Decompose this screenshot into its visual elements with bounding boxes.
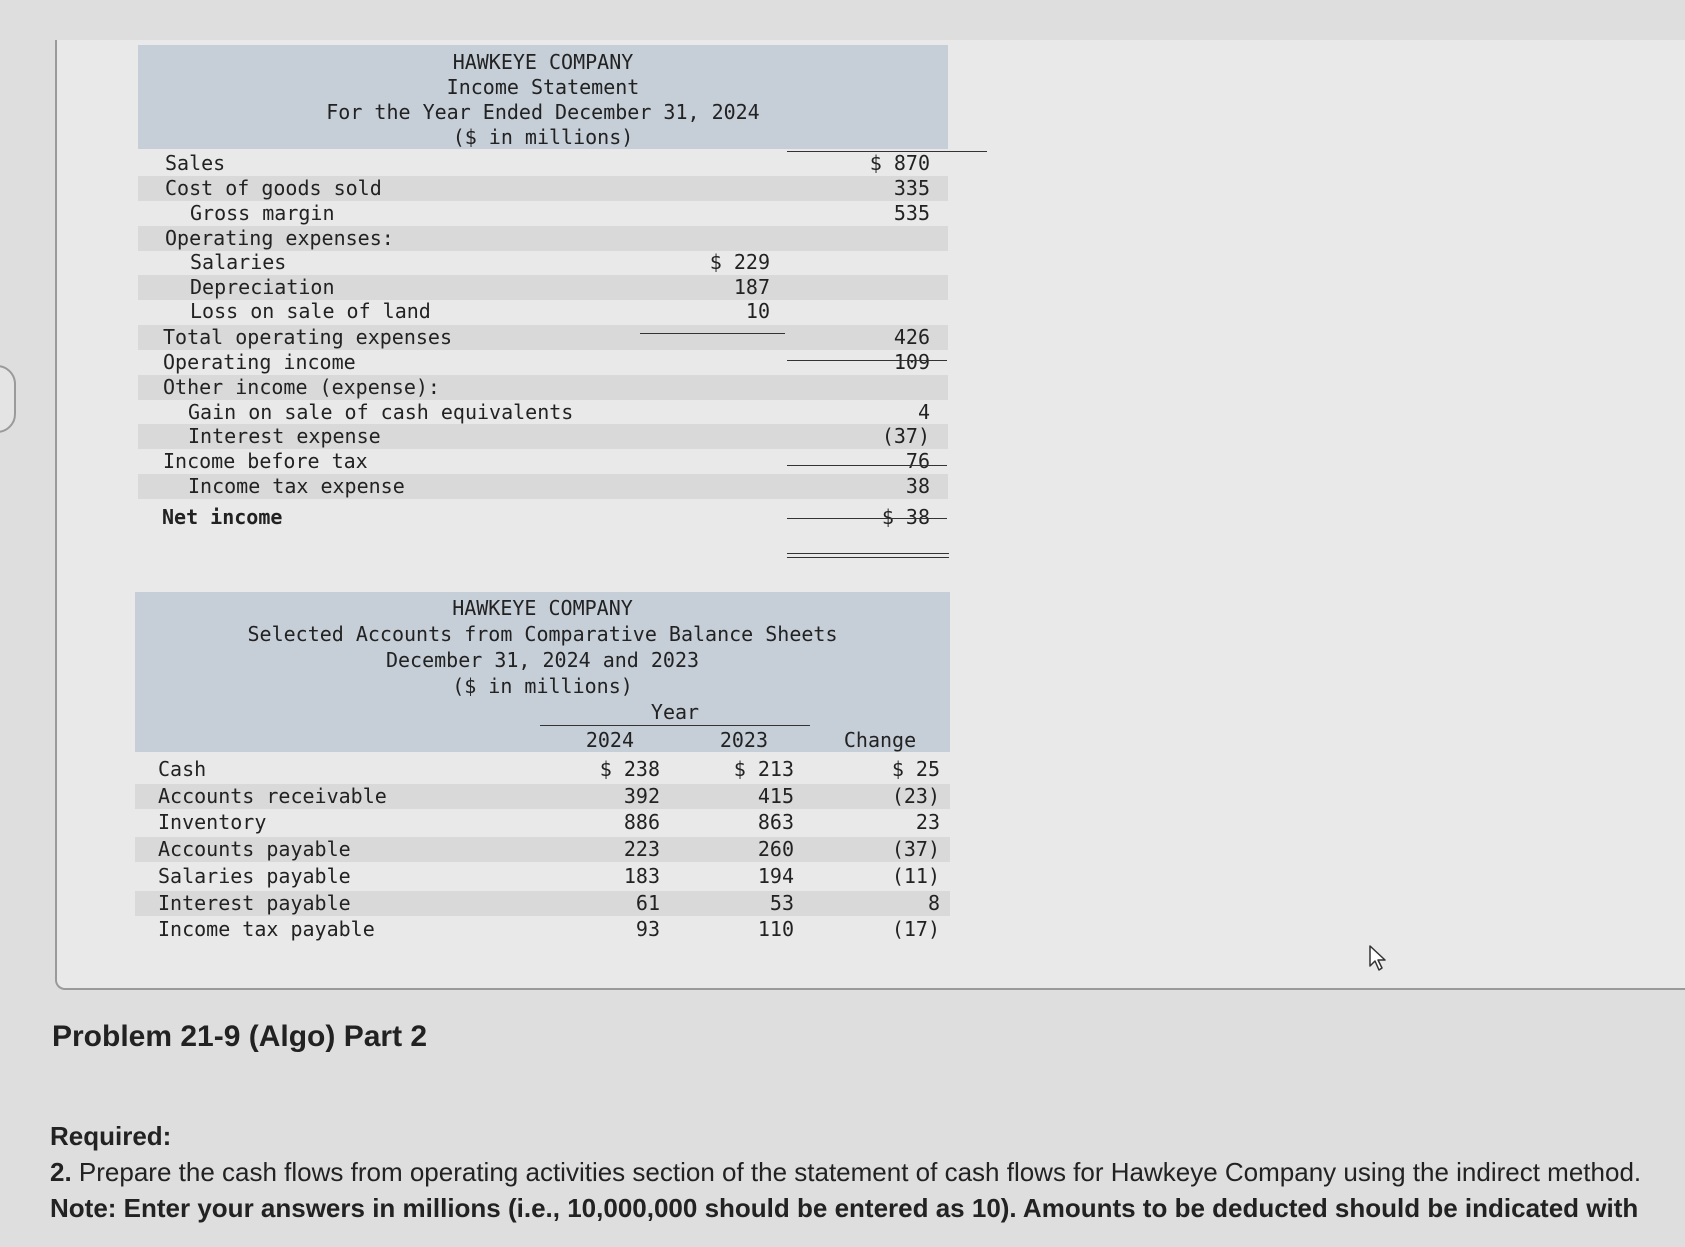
bs-row-2023: 110 xyxy=(757,917,794,942)
bs-row-2024: 392 xyxy=(623,783,660,808)
bs-row-label: Interest payable xyxy=(158,890,351,915)
is-line xyxy=(138,176,948,201)
bs-row-change: $ 25 xyxy=(891,757,940,781)
is-line-col2: 426 xyxy=(893,325,930,349)
is-line-label: Operating expenses: xyxy=(165,226,394,250)
is-line xyxy=(138,226,948,251)
is-underline xyxy=(787,518,947,519)
is-line-label: Net income xyxy=(162,505,283,529)
is-line-col1: 10 xyxy=(745,299,770,323)
is-line-label: Salaries xyxy=(190,250,287,274)
bs-row-2023: 53 xyxy=(769,890,794,915)
bs-row-change: (17) xyxy=(891,917,940,942)
table-row xyxy=(135,757,950,782)
is-line xyxy=(138,474,948,499)
bs-row-2023: 260 xyxy=(757,837,794,862)
bs-row-change: 23 xyxy=(915,810,940,835)
is-line-label: Gain on sale of cash equivalents xyxy=(188,400,574,424)
is-line-label: Total operating expenses xyxy=(163,325,452,349)
is-line-col2: 535 xyxy=(893,201,930,225)
bs-period: December 31, 2024 and 2023 xyxy=(385,648,700,672)
is-line-label: Loss on sale of land xyxy=(190,299,431,323)
required-label: Required: xyxy=(50,1121,172,1151)
bs-units: ($ in millions) xyxy=(452,674,633,698)
bs-row-label: Accounts payable xyxy=(158,837,351,862)
table-row xyxy=(135,810,950,835)
bs-row-2024: 93 xyxy=(635,917,660,942)
is-line xyxy=(138,424,948,449)
bs-title: Selected Accounts from Comparative Balance Sheets xyxy=(247,622,838,646)
bs-row-2024: 886 xyxy=(623,810,660,835)
mouse-cursor-icon xyxy=(1368,944,1390,972)
bs-row-change: (37) xyxy=(891,837,940,862)
bs-row-2024: 61 xyxy=(635,890,660,915)
is-underline xyxy=(787,151,987,152)
col-2023: 2023 xyxy=(719,728,768,752)
bs-row-2023: 863 xyxy=(757,810,794,835)
is-line xyxy=(138,400,948,425)
bs-row-2023: 194 xyxy=(757,863,794,888)
table-row xyxy=(135,784,950,809)
bs-year-header: Year xyxy=(650,700,700,724)
is-line-col1: 187 xyxy=(733,275,770,299)
bs-row-change: (11) xyxy=(891,863,940,888)
is-double-underline xyxy=(787,553,949,558)
is-line-label: Sales xyxy=(165,151,226,175)
is-line xyxy=(138,375,948,400)
is-units: ($ in millions) xyxy=(452,125,634,149)
is-line xyxy=(138,275,948,300)
note-text: Note: Enter your answers in millions (i.e., 10,000,000 should be entered as 10). Amounts to be deducted should be indicated with xyxy=(50,1193,1639,1223)
bs-row-2024: 183 xyxy=(623,863,660,888)
instruction-text: Prepare the cash flows from operating activities section of the statement of cash flows for Hawkeye Company using the indirect method. xyxy=(78,1157,1642,1187)
is-underline xyxy=(787,465,947,466)
requirement-block xyxy=(50,1118,1670,1226)
bs-row-label: Accounts receivable xyxy=(158,783,387,808)
is-line-col2: 38 xyxy=(905,474,930,498)
is-line xyxy=(138,250,948,275)
col-2024: 2024 xyxy=(585,728,634,752)
is-line xyxy=(138,325,948,350)
table-row xyxy=(135,917,950,942)
is-line xyxy=(138,299,948,324)
item-number: 2. xyxy=(50,1157,72,1187)
bs-row-2023: 415 xyxy=(757,783,794,808)
bs-row-change: (23) xyxy=(891,783,940,808)
year-underline xyxy=(540,725,810,726)
bs-row-change: 8 xyxy=(927,890,940,915)
is-line-label: Interest expense xyxy=(188,424,381,448)
is-line-col2: 335 xyxy=(893,176,930,200)
col-change: Change xyxy=(843,728,917,752)
bs-company: HAWKEYE COMPANY xyxy=(452,596,633,620)
bs-row-2024: $ 238 xyxy=(599,757,660,781)
is-underline xyxy=(787,360,947,361)
is-line-label: Income tax expense xyxy=(188,474,405,498)
is-line xyxy=(138,201,948,226)
is-company: HAWKEYE COMPANY xyxy=(452,50,634,74)
is-line-col2: $ 870 xyxy=(869,151,930,175)
table-row xyxy=(135,891,950,916)
is-line-col2: $ 38 xyxy=(881,505,930,529)
is-line-label: Cost of goods sold xyxy=(165,176,382,200)
is-line xyxy=(138,151,948,176)
is-line xyxy=(138,449,948,474)
bs-row-label: Cash xyxy=(158,757,207,781)
is-line-col2: 4 xyxy=(917,400,930,424)
is-line-col2: 109 xyxy=(893,350,930,374)
bs-row-label: Inventory xyxy=(158,810,267,835)
is-line-col2: 76 xyxy=(905,449,930,473)
is-line-col2: (37) xyxy=(881,424,930,448)
side-tab[interactable] xyxy=(0,365,16,433)
table-row xyxy=(135,864,950,889)
table-row xyxy=(135,837,950,862)
is-line-label: Depreciation xyxy=(190,275,335,299)
is-line-label: Income before tax xyxy=(163,449,368,473)
is-line xyxy=(138,350,948,375)
bs-row-2024: 223 xyxy=(623,837,660,862)
is-line-col1: $ 229 xyxy=(709,250,770,274)
bs-row-2023: $ 213 xyxy=(733,757,794,781)
is-line-label: Operating income xyxy=(163,350,356,374)
is-period: For the Year Ended December 31, 2024 xyxy=(326,100,760,124)
bs-row-label: Income tax payable xyxy=(158,917,375,942)
is-underline xyxy=(640,333,785,334)
bs-row-label: Salaries payable xyxy=(158,863,351,888)
is-line-label: Gross margin xyxy=(190,201,335,225)
is-line-label: Other income (expense): xyxy=(163,375,440,399)
is-title: Income Statement xyxy=(446,75,640,99)
problem-title: Problem 21-9 (Algo) Part 2 xyxy=(52,1020,428,1053)
